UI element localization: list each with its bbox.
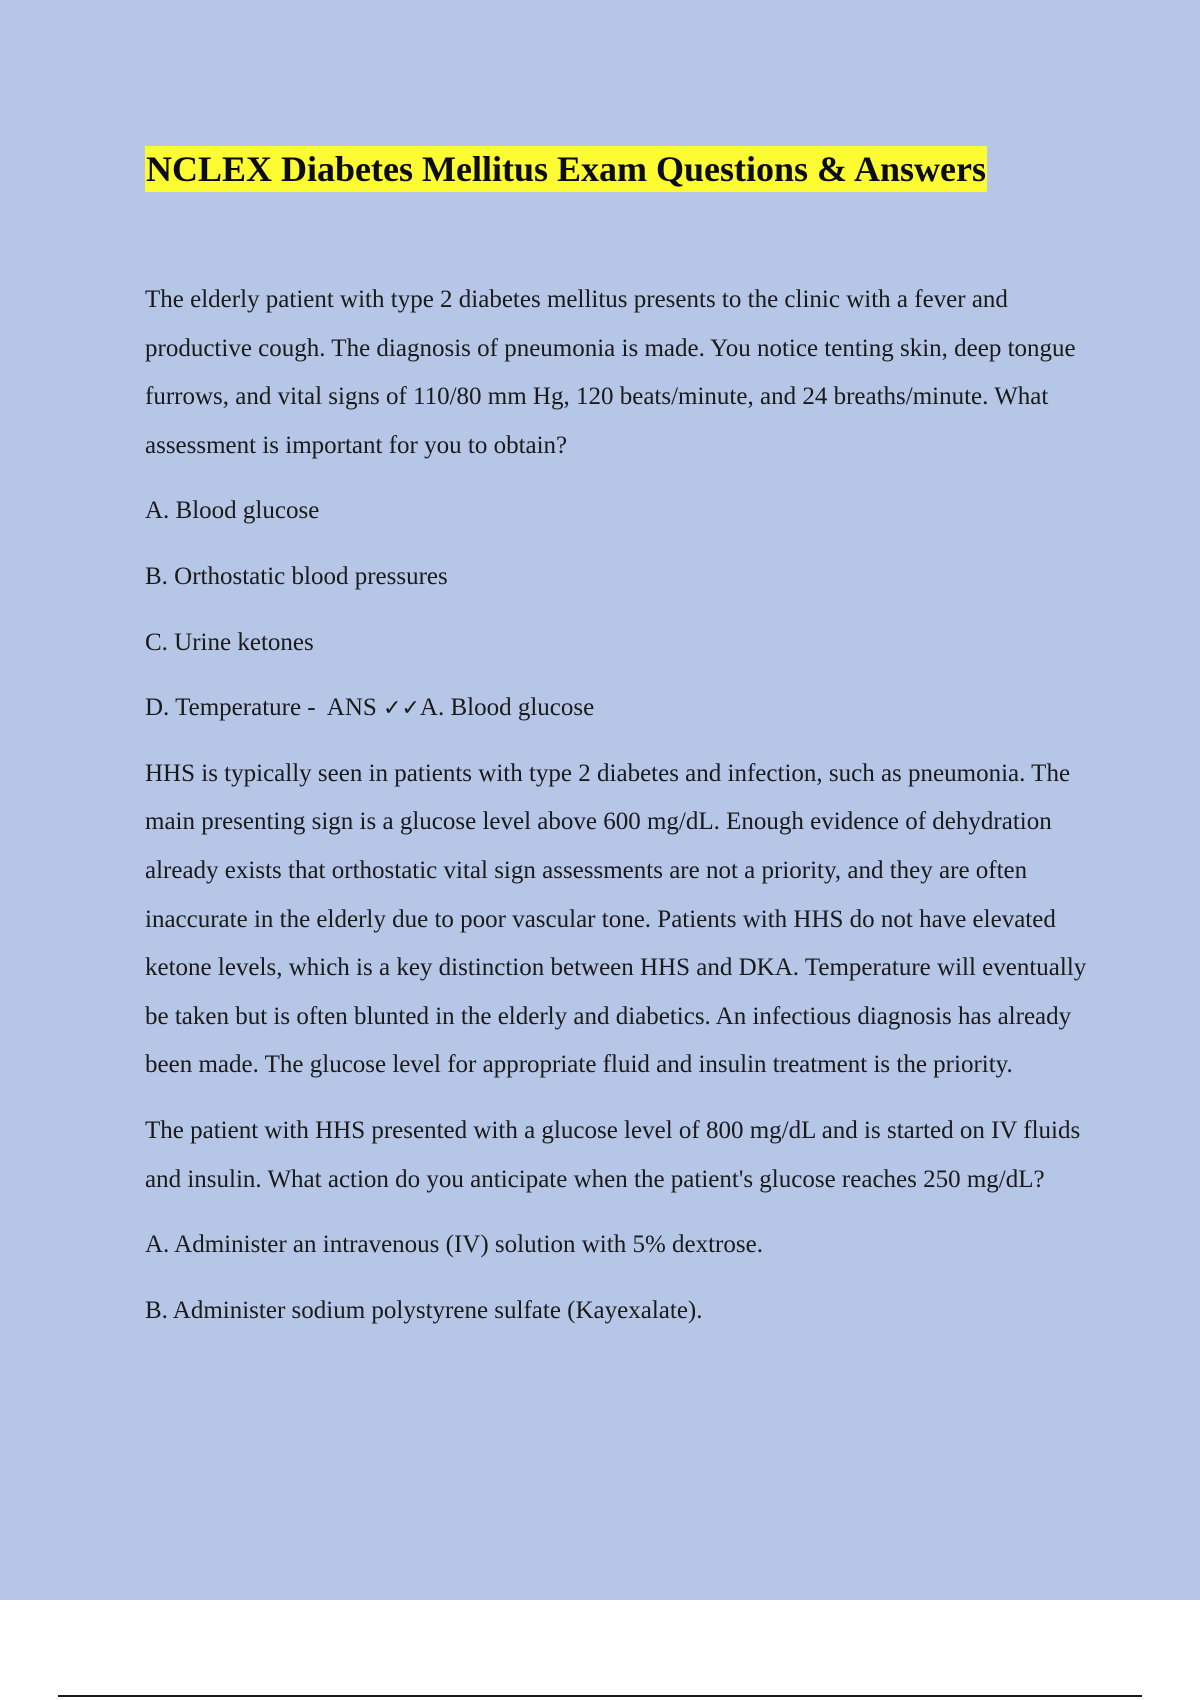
- document-body: [145, 276, 1095, 1351]
- question-1-option-b: B. Orthostatic blood pressures: [145, 562, 448, 590]
- double-check-icon: ✓✓: [383, 696, 420, 722]
- question-1-option-a: A. Blood glucose: [145, 497, 320, 525]
- question-2-option-a: A. Administer an intravenous (IV) solution with 5% dextrose.: [145, 1231, 763, 1259]
- answer-text: A. Blood glucose: [419, 694, 595, 722]
- footer-divider: [58, 1695, 1142, 1697]
- document-title: NCLEX Diabetes Mellitus Exam Questions & Answers: [145, 146, 987, 192]
- answer-prefix: ANS: [321, 694, 384, 722]
- question-2-option-b: B. Administer sodium polystyrene sulfate (Kayexalate).: [145, 1296, 703, 1324]
- question-2-stem: The patient with HHS presented with a glucose level of 800 mg/dL and is started on IV fluids and insulin. What action do you anticipate when the patient's glucose reaches 250 mg/dL?: [145, 1116, 1081, 1193]
- question-1-option-c: C. Urine ketones: [145, 628, 314, 656]
- question-1-rationale: HHS is typically seen in patients with type 2 diabetes and infection, such as pneumonia. The main presenting sign is a glucose level above 600 mg/dL. Enough evidence of dehydration already exists that orthostatic vital sign assessments are not a priority, and they are often inaccurate in the elderly due to poor vascular tone. Patients with HHS do not have elevated ketone levels, which is a key distinction between HHS and DKA. Temperature will eventually be taken but is often blunted in the elderly and diabetics. An infectious diagnosis has already been made. The glucose level for appropriate fluid and insulin treatment is the priority.: [145, 759, 1087, 1079]
- question-1-stem: The elderly patient with type 2 diabetes mellitus presents to the clinic with a fever and productive cough. The diagnosis of pneumonia is made. You notice tenting skin, deep tongue furrows, and vital signs of 110/80 mm Hg, 120 beats/minute, and 24 breaths/minute. What assessment is important for you to obtain?: [145, 286, 1076, 459]
- question-1-option-d: D. Temperature -: [145, 694, 322, 722]
- question-1-option-d-answer: [145, 684, 1095, 734]
